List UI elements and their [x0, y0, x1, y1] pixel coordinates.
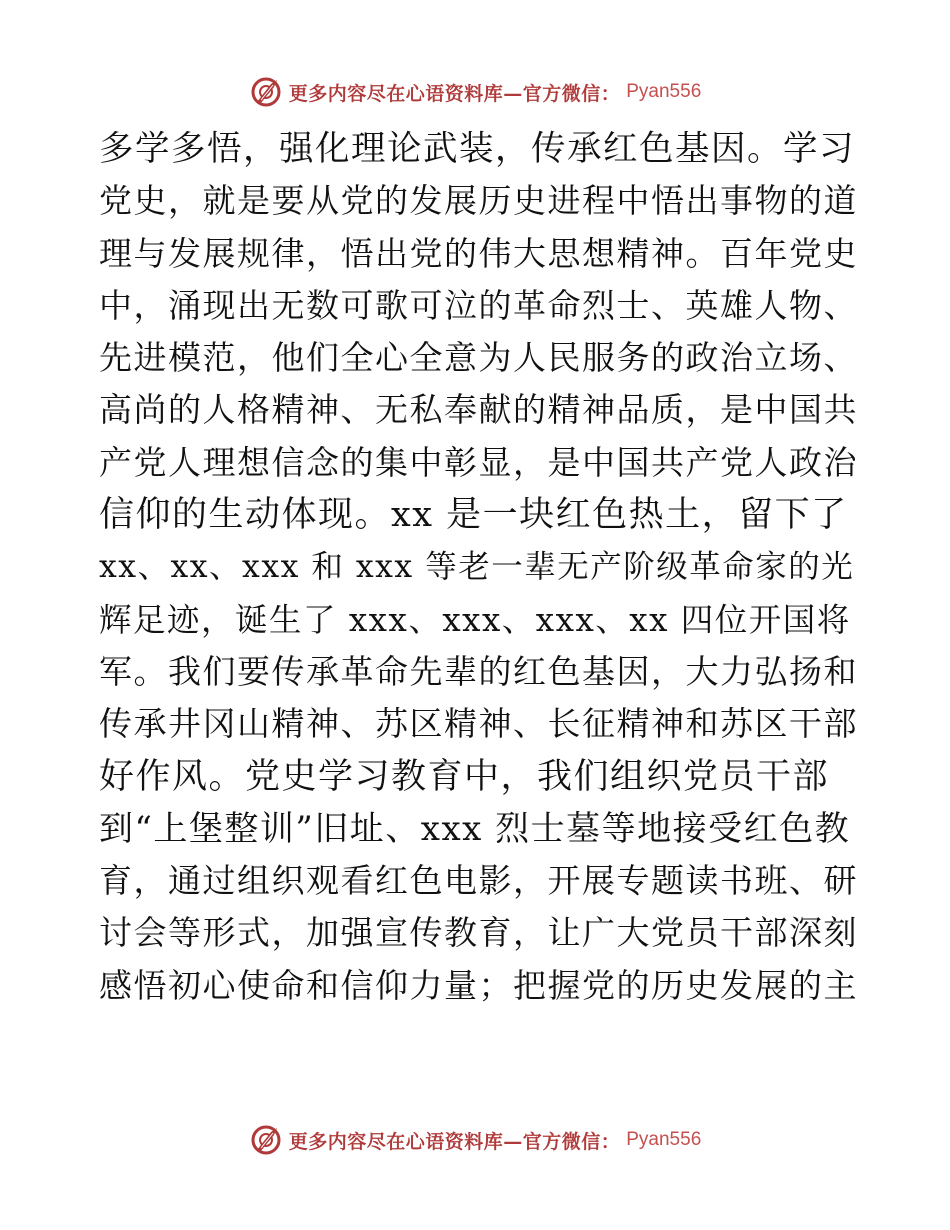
text-line: 党史，就是要从党的发展历史进程中悟出事物的道	[99, 181, 858, 221]
quill-pen-logo-icon	[249, 75, 283, 109]
text-line: 到“上堡整训”旧址、xxx 烈士墓等地接受红色教	[99, 808, 851, 849]
text-line: 多学多悟，强化理论武装，传承红色基因。学习	[99, 129, 855, 169]
watermark-text: 更多内容尽在心语资料库—官方微信：	[288, 1130, 621, 1153]
text-line: 中，涌现出无数可歌可泣的革命烈士、英雄人物、	[99, 285, 858, 325]
text-line: xx、xx、xxx 和 xxx 等老一辈无产阶级革命家的光	[99, 549, 855, 586]
header-watermark	[0, 72, 950, 112]
text-line: 产党人理想信念的集中彰显，是中国共产党人政治	[99, 442, 858, 482]
text-line: 辉足迹，诞生了 xxx、xxx、xxx、xx 四位开国将	[99, 600, 851, 639]
text-line: 高尚的人格精神、无私奉献的精神品质，是中国共	[99, 390, 858, 430]
watermark-wechat-id: Pyan556	[626, 81, 702, 102]
watermark-text: 更多内容尽在心语资料库—官方微信：	[288, 82, 621, 105]
text-line: 感悟初心使命和信仰力量；把握党的历史发展的主	[99, 965, 858, 1005]
footer-watermark	[0, 1120, 950, 1160]
watermark-wechat-id: Pyan556	[626, 1129, 702, 1150]
text-line: 理与发展规律，悟出党的伟大思想精神。百年党史	[99, 233, 858, 273]
text-line: 信仰的生动体现。xx 是一块红色热土，留下了	[99, 495, 848, 536]
text-line: 好作风。党史学习教育中，我们组织党员干部	[99, 756, 830, 797]
text-line: 军。我们要传承革命先辈的红色基因，大力弘扬和	[99, 651, 858, 691]
text-line: 育，通过组织观看红色电影，开展专题读书班、研	[99, 861, 858, 901]
text-line: 先进模范，他们全心全意为人民服务的政治立场、	[99, 338, 858, 378]
quill-pen-logo-icon	[249, 1123, 283, 1157]
document-body	[99, 123, 859, 1012]
text-line: 讨会等形式，加强宣传教育，让广大党员干部深刻	[99, 913, 858, 953]
text-line: 传承井冈山精神、苏区精神、长征精神和苏区干部	[99, 704, 858, 744]
